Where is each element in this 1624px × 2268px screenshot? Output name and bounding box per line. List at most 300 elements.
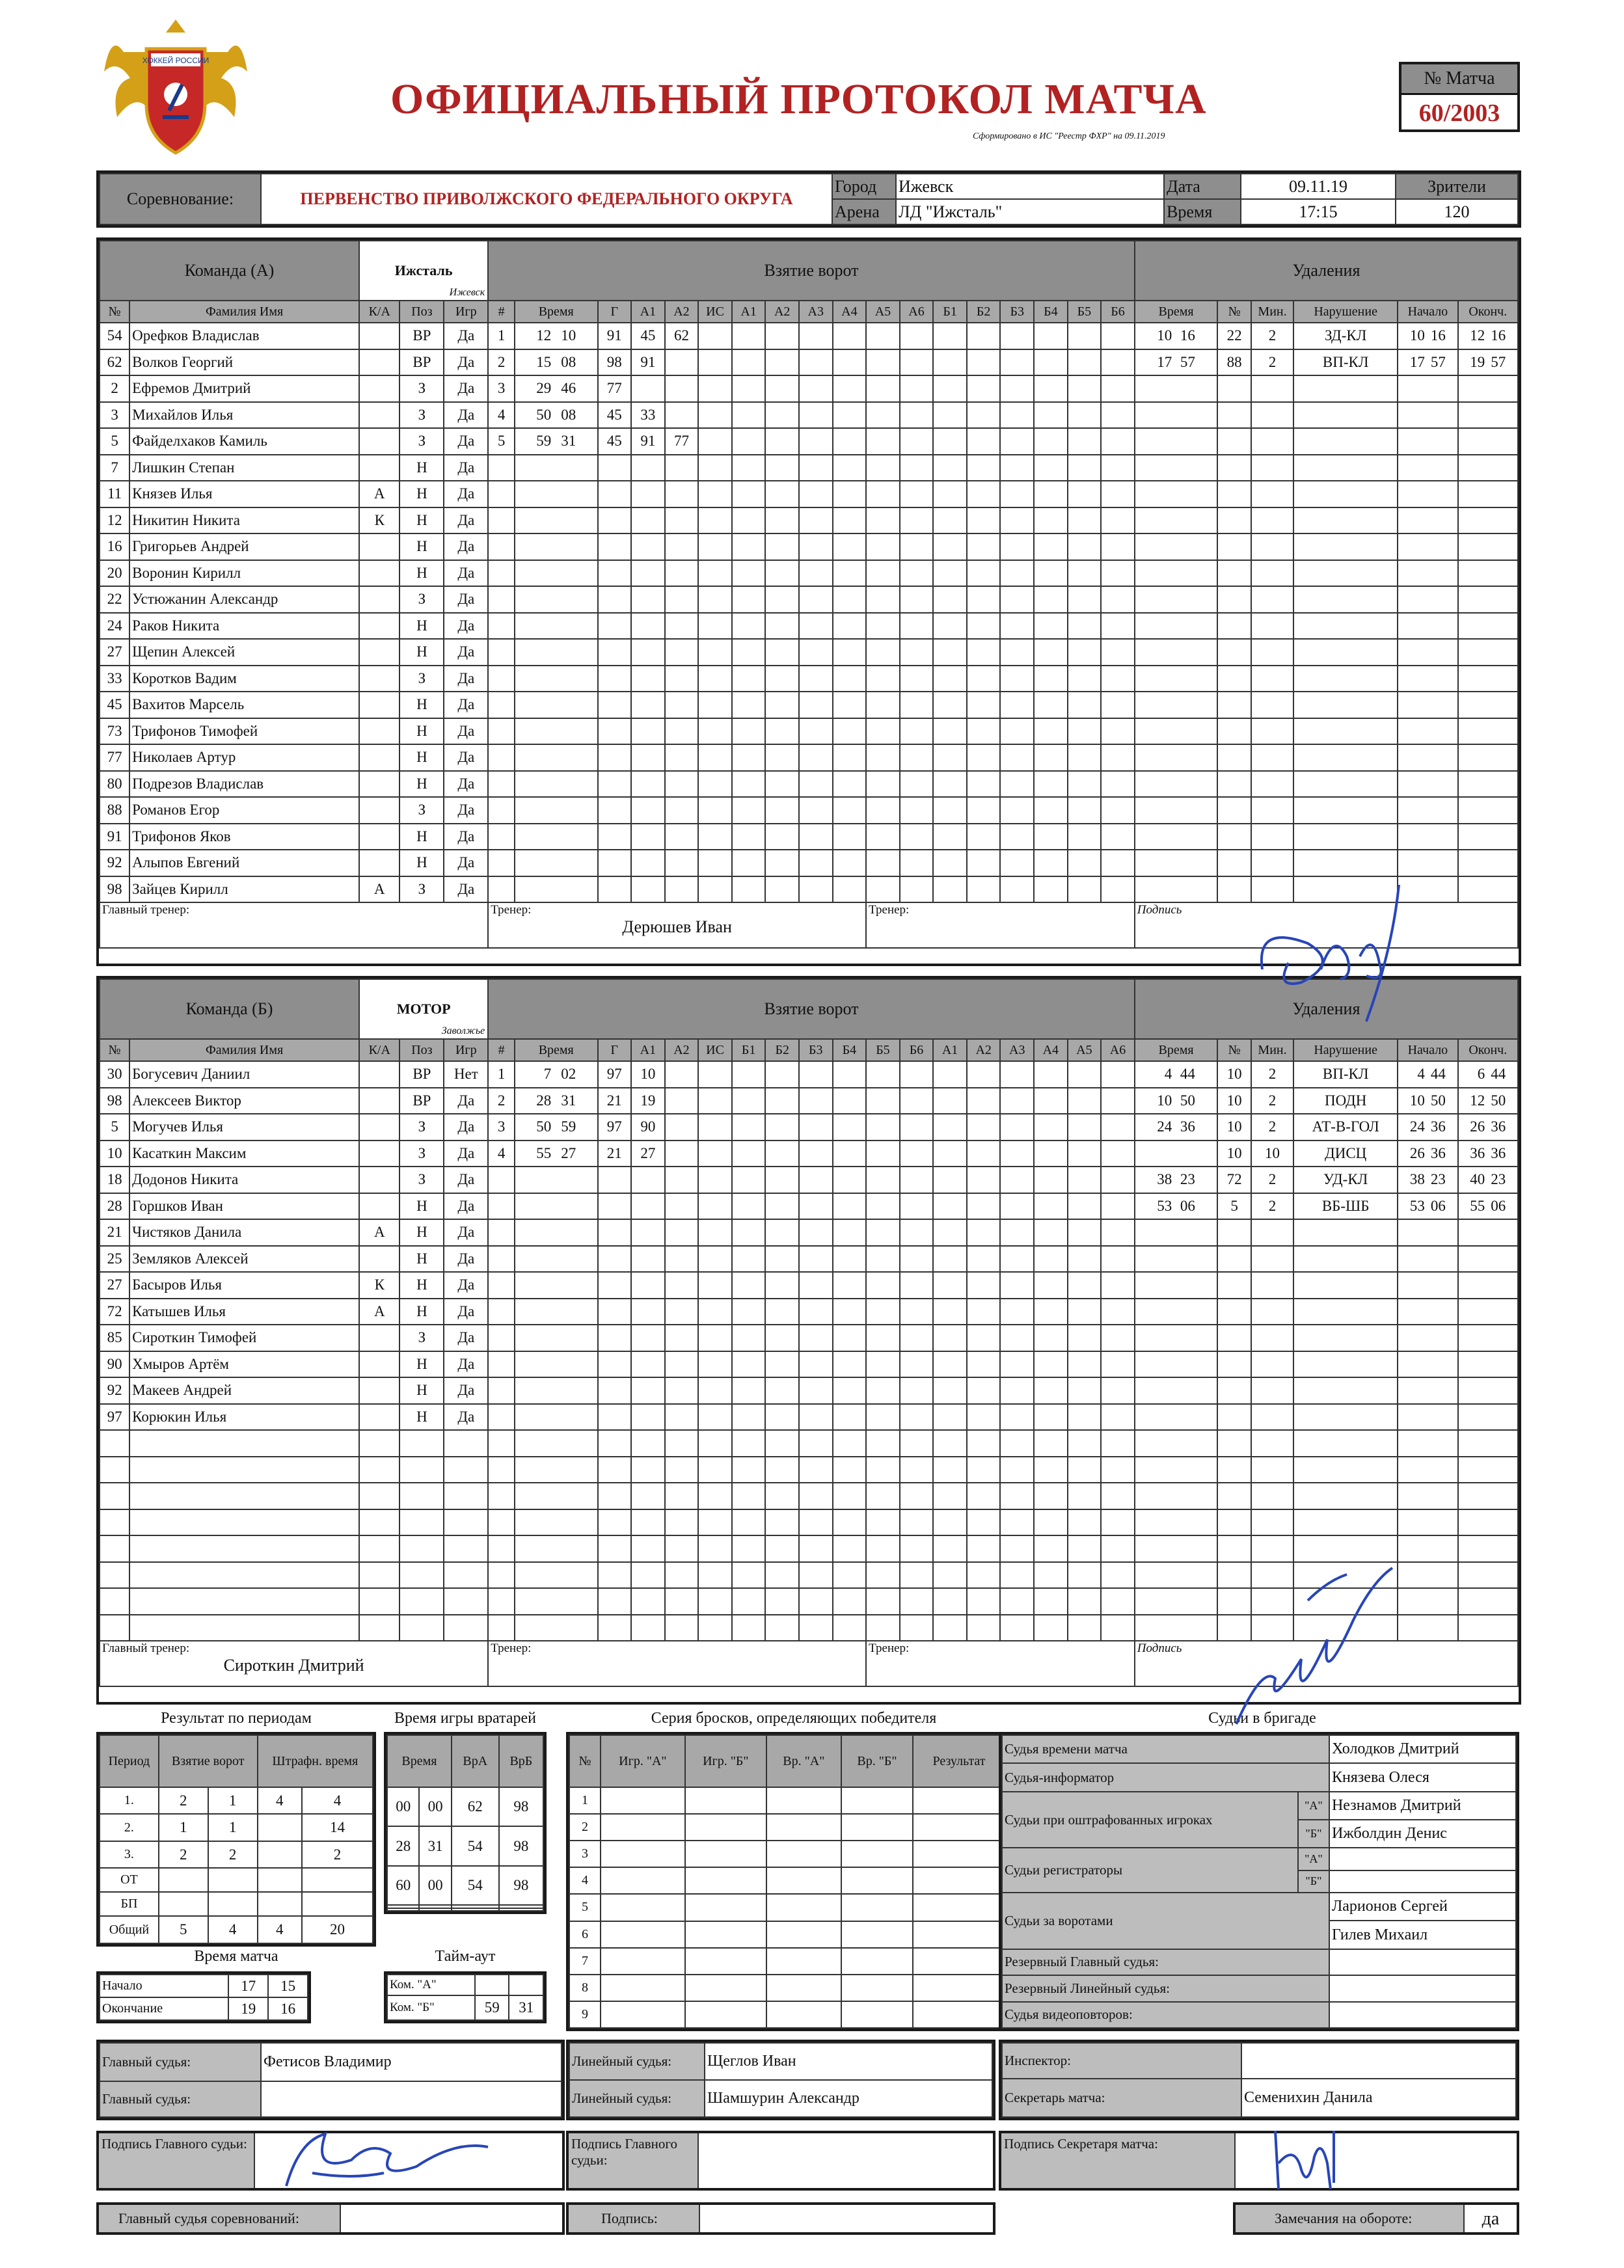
penalty-field [1293,507,1398,534]
player-number: 85 [100,1325,129,1351]
player-position [399,1457,444,1483]
penalty-clock [1398,1219,1457,1246]
goal-field [665,850,699,876]
player-name: Коротков Вадим [129,666,359,692]
player-position: З [399,666,444,692]
strength-cell [833,850,867,876]
shootout-cell [766,1921,841,1948]
goal-field [488,824,515,850]
strength-cell [1068,586,1102,613]
player-plays: Да [444,1325,488,1351]
period-row [100,1841,373,1868]
strength-cell [1068,1483,1102,1509]
strength-cell [1068,1219,1102,1246]
team_b-col-pen_time: Время [1135,1039,1218,1061]
player-plays: Да [444,1193,488,1220]
strength-cell [732,481,766,507]
goal-field [631,692,665,718]
strength-cell [967,349,1001,376]
strength-cell [866,375,900,402]
shootout-cell [601,2001,685,2028]
strength-cell [1068,824,1102,850]
strength-cell [799,1061,833,1088]
goal-time [515,771,598,798]
strength-cell [732,1535,766,1562]
strength-cell [1034,586,1068,613]
strength-cell [799,1325,833,1351]
goal-is [698,1404,732,1431]
player-name: Николаев Артур [129,744,359,771]
strength-cell [765,375,799,402]
player-number: 28 [100,1193,129,1220]
goal-field: 77 [665,428,699,455]
goalie-cell: 60 [387,1866,419,1905]
goalies-title: Время игры вратарей [394,1710,536,1727]
shootout-cell [601,1894,685,1921]
strength-cell [900,797,934,824]
player-plays: Да [444,560,488,587]
team_b-col-a2: А2 [665,1039,699,1061]
goalie-cell [452,1908,499,1911]
strength-cell [799,613,833,640]
team_a-col-strength: А6 [900,301,934,323]
penalty-field [1251,1457,1293,1483]
goal-time [515,1562,598,1589]
player-position [399,1615,444,1641]
penalty-time [1135,1430,1218,1457]
penalty-clock [1398,560,1457,587]
strength-cell [1068,1299,1102,1325]
goal-time [515,1535,598,1562]
goalie-cell: 54 [452,1866,499,1905]
strength-cell [1000,349,1034,376]
player-role [359,797,399,824]
penalty-clock [1398,481,1457,507]
strength-cell [933,1404,967,1431]
strength-cell [1068,1535,1102,1562]
penalty-field: ДИСЦ [1293,1141,1398,1167]
penalty-time [1135,1325,1218,1351]
strength-cell [1101,533,1135,560]
period-cell: 4 [208,1916,258,1943]
penalty-clock [1458,1272,1518,1299]
strength-cell [799,824,833,850]
penalty-field [1293,560,1398,587]
strength-cell [900,1246,934,1273]
goal-time [515,613,598,640]
video-judge-name [1329,2002,1516,2028]
penalty-clock [1458,1167,1518,1193]
penalty-field [1217,1299,1251,1325]
strength-cell [1034,402,1068,429]
penalty-field [1217,1325,1251,1351]
penbox-label: Судьи при оштрафованных игроках [1002,1792,1298,1848]
strength-cell [799,1351,833,1378]
strength-cell [1068,1509,1102,1536]
penalty-clock [1398,1404,1457,1431]
player-number [100,1615,129,1641]
penalty-time [1135,692,1218,718]
team_a-col-strength: Б4 [1034,301,1068,323]
end-hh: 19 [228,1997,268,2020]
strength-cell [900,613,934,640]
player-name: Устюжанин Александр [129,586,359,613]
player-number: 88 [100,797,129,824]
strength-cell [799,718,833,745]
goal-field [631,824,665,850]
goal-time [515,850,598,876]
goal-field [665,1377,699,1404]
strength-cell [967,1088,1001,1114]
team_b-col-strength: А4 [1034,1039,1068,1061]
player-position: Н [399,533,444,560]
shootout-cell [913,1975,1005,2001]
strength-cell [933,1219,967,1246]
goal-field [598,455,632,481]
goal-field [598,481,632,507]
goal-field [665,586,699,613]
penalty-clock [1398,1299,1457,1325]
penalty-clock-mm: 40 [1470,1171,1485,1188]
penalty-clock [1398,797,1457,824]
player-role: А [359,1299,399,1325]
strength-cell [900,560,934,587]
strength-cell [799,876,833,903]
timeout-a-label: Ком. "А" [387,1975,475,1995]
strength-cell [799,323,833,349]
goal-field [488,666,515,692]
team_a-col-pos: Поз [399,301,444,323]
strength-cell [1034,455,1068,481]
goal-field [488,771,515,798]
penalty-clock [1398,666,1457,692]
strength-cell [1101,1219,1135,1246]
strength-cell [1000,428,1034,455]
strength-cell [933,1167,967,1193]
goal-is [698,1299,732,1325]
strength-cell [799,1562,833,1589]
period-cell: 4 [258,1787,303,1814]
team_b-city: Заволжье [441,1025,485,1036]
penalty-ss: 16 [1180,327,1195,344]
shootout-cell [913,1921,1005,1948]
goal-field [665,533,699,560]
strength-cell [900,507,934,534]
penalty-time [1135,1246,1218,1273]
strength-cell [1000,744,1034,771]
team_b-label: Команда (Б) [100,979,359,1039]
strength-cell [866,533,900,560]
team_a-col-ka: К/А [359,301,399,323]
goalie-cell: 98 [499,1826,543,1865]
strength-cell [900,375,934,402]
penalty-clock-ss: 44 [1491,1066,1506,1083]
team_b-col-strength: А6 [1101,1039,1135,1061]
strength-cell [799,481,833,507]
team_b-col-no: № [100,1039,129,1061]
player-role [359,1404,399,1431]
goal-field [488,850,515,876]
player-role [359,1246,399,1273]
strength-cell [866,323,900,349]
shootout-header: Игр. "Б" [685,1735,766,1787]
goal-field [488,1246,515,1273]
player-role [359,1588,399,1615]
strength-cell [900,718,934,745]
period-cell: 4 [258,1916,303,1943]
goal-field [665,1061,699,1088]
strength-cell [732,876,766,903]
player-row [100,1535,1518,1562]
strength-cell [933,402,967,429]
goal-field [665,797,699,824]
goal-mm: 29 [536,380,552,397]
player-row [100,402,1518,429]
penalty-field: 2 [1251,323,1293,349]
penalty-field: 10 [1217,1088,1251,1114]
strength-cell [900,1404,934,1431]
team_b-col-strength: Б1 [732,1039,766,1061]
goal-field [665,1404,699,1431]
penalty-field [1217,692,1251,718]
video-judge-label: Судья видеоповторов: [1002,2002,1329,2028]
goal-time [515,507,598,534]
penalty-clock [1458,1430,1518,1457]
penalty-clock-mm: 12 [1470,1092,1485,1109]
strength-cell [1101,481,1135,507]
goal-field: 3 [488,375,515,402]
penalty-field [1217,586,1251,613]
strength-cell [833,1430,867,1457]
strength-cell [833,1246,867,1273]
goal-field [631,1299,665,1325]
player-row [100,481,1518,507]
player-role [359,375,399,402]
strength-cell [1068,533,1102,560]
penalty-field: ВБ-ШБ [1293,1193,1398,1220]
player-row [100,718,1518,745]
goal-field [631,455,665,481]
penalty-time [1135,876,1218,903]
goal-ss: 59 [561,1118,576,1135]
player-number [100,1535,129,1562]
goal-field [488,1457,515,1483]
goal-field [488,1562,515,1589]
player-row [100,586,1518,613]
strength-cell [799,1377,833,1404]
goal-time [515,560,598,587]
team_b-col-pos: Поз [399,1039,444,1061]
team_a-col-play: Игр [444,301,488,323]
strength-cell [732,586,766,613]
strength-cell [866,1219,900,1246]
strength-cell [833,560,867,587]
strength-cell [967,1272,1001,1299]
strength-cell [1101,1404,1135,1431]
goal-field: 1 [488,1061,515,1088]
match-time-title: Время матча [194,1948,278,1965]
strength-cell [833,1588,867,1615]
team_a-table [99,240,1519,949]
goal-is [698,1167,732,1193]
penalty-field [1217,744,1251,771]
penalty-field [1251,744,1293,771]
penalty-clock [1458,1588,1518,1615]
goal-is [698,1193,732,1220]
player-name: Катышев Илья [129,1299,359,1325]
strength-cell [967,1430,1001,1457]
penalty-clock [1458,692,1518,718]
goal-field [631,481,665,507]
team_a-col-hash: # [488,301,515,323]
player-name: Зайцев Кирилл [129,876,359,903]
strength-cell [866,1299,900,1325]
period-cell: 4 [302,1787,373,1814]
goal-time [515,1351,598,1378]
strength-cell [1034,1061,1068,1088]
strength-cell [967,323,1001,349]
penalty-field [1293,666,1398,692]
strength-cell [1000,639,1034,666]
strength-cell [732,797,766,824]
team_b-signature-label: Подпись [1137,1641,1182,1655]
penalty-field [1217,824,1251,850]
player-role [359,824,399,850]
shootout-cell [913,1787,1005,1814]
goal-mm: 12 [536,327,552,344]
ref2-label: Главный судья: [100,2081,261,2117]
team_b-col-ka: К/А [359,1039,399,1061]
goal-field [631,1509,665,1536]
strength-cell [1000,850,1034,876]
goalie-row [387,1866,543,1905]
strength-cell [866,744,900,771]
goal-is [698,1272,732,1299]
penalty-field [1251,455,1293,481]
team_a-col-g: Г [598,301,632,323]
player-position: ВР [399,1061,444,1088]
goal-field [665,1483,699,1509]
strength-cell [1000,1457,1034,1483]
strength-cell [799,1088,833,1114]
goal-field [665,1509,699,1536]
strength-cell [1034,533,1068,560]
strength-cell [732,666,766,692]
strength-cell [1068,1246,1102,1273]
penalty-time [1135,323,1218,349]
penalty-clock-ss: 50 [1491,1092,1506,1109]
player-position: З [399,428,444,455]
strength-cell [900,771,934,798]
period-cell: 2 [302,1841,373,1868]
strength-cell [1068,1457,1102,1483]
goal-is [698,586,732,613]
team_b-penalties-title: Удаления [1135,979,1518,1039]
goal-time [515,639,598,666]
goal-is [698,1457,732,1483]
strength-cell [1034,718,1068,745]
goal-time [515,797,598,824]
strength-cell [833,1457,867,1483]
penalty-field: ВП-КЛ [1293,349,1398,376]
strength-cell [967,639,1001,666]
time-label: Время [1164,199,1241,224]
penbox-a-name: Незнамов Дмитрий [1329,1792,1516,1820]
strength-cell [732,455,766,481]
strength-cell [900,1430,934,1457]
player-position: З [399,586,444,613]
shootout-cell [766,1814,841,1841]
sign-field [566,2202,995,2235]
strength-cell [967,797,1001,824]
player-position: Н [399,771,444,798]
strength-cell [1101,428,1135,455]
penalty-clock-mm: 19 [1470,353,1485,370]
ref2-signature-box [566,2131,995,2191]
team_a-col-strength: А1 [732,301,766,323]
penalty-field [1251,797,1293,824]
goal-is [698,639,732,666]
referees-mid [566,2040,995,2120]
strength-cell [1101,1457,1135,1483]
strength-cell [866,560,900,587]
team_a-col-pen_time: Время [1135,301,1218,323]
start-label: Начало [100,1975,228,1997]
player-number: 22 [100,586,129,613]
penalty-clock-mm: 38 [1409,1171,1425,1188]
period-cell: 1 [159,1814,208,1841]
penalty-clock [1458,402,1518,429]
strength-cell [1101,1430,1135,1457]
goal-judge-2: Гилев Михаил [1329,1921,1516,1949]
goal-field [488,692,515,718]
timeout-a-ss [509,1975,543,1995]
penalty-clock [1398,1088,1457,1114]
strength-cell [1034,824,1068,850]
referees-left [96,2040,565,2120]
goal-is [698,1509,732,1536]
goal-field [665,455,699,481]
strength-cell [1034,1272,1068,1299]
goal-mm: 50 [536,406,552,423]
strength-cell [1068,428,1102,455]
strength-cell [900,455,934,481]
penalty-field [1217,1404,1251,1431]
strength-cell [866,1351,900,1378]
goal-field [631,876,665,903]
ref2-signature-label: Подпись Главного судьи: [569,2133,699,2188]
penalty-field [1293,1535,1398,1562]
strength-cell [933,533,967,560]
goal-field [488,1535,515,1562]
strength-cell [933,560,967,587]
strength-cell [833,1325,867,1351]
goal-is [698,1351,732,1378]
player-name: Земляков Алексей [129,1246,359,1273]
goal-field [598,1299,632,1325]
shootout-header: Вр. "А" [766,1735,841,1787]
goal-is [698,349,732,376]
penalty-field [1251,586,1293,613]
penalty-clock [1458,349,1518,376]
period-cell: БП [100,1892,159,1916]
team_b-col-hash: # [488,1039,515,1061]
strength-cell [1101,1535,1135,1562]
strength-cell [1034,428,1068,455]
lin1-label: Линейный судья: [569,2043,705,2080]
match-number-box [1399,62,1520,132]
player-row [100,613,1518,640]
